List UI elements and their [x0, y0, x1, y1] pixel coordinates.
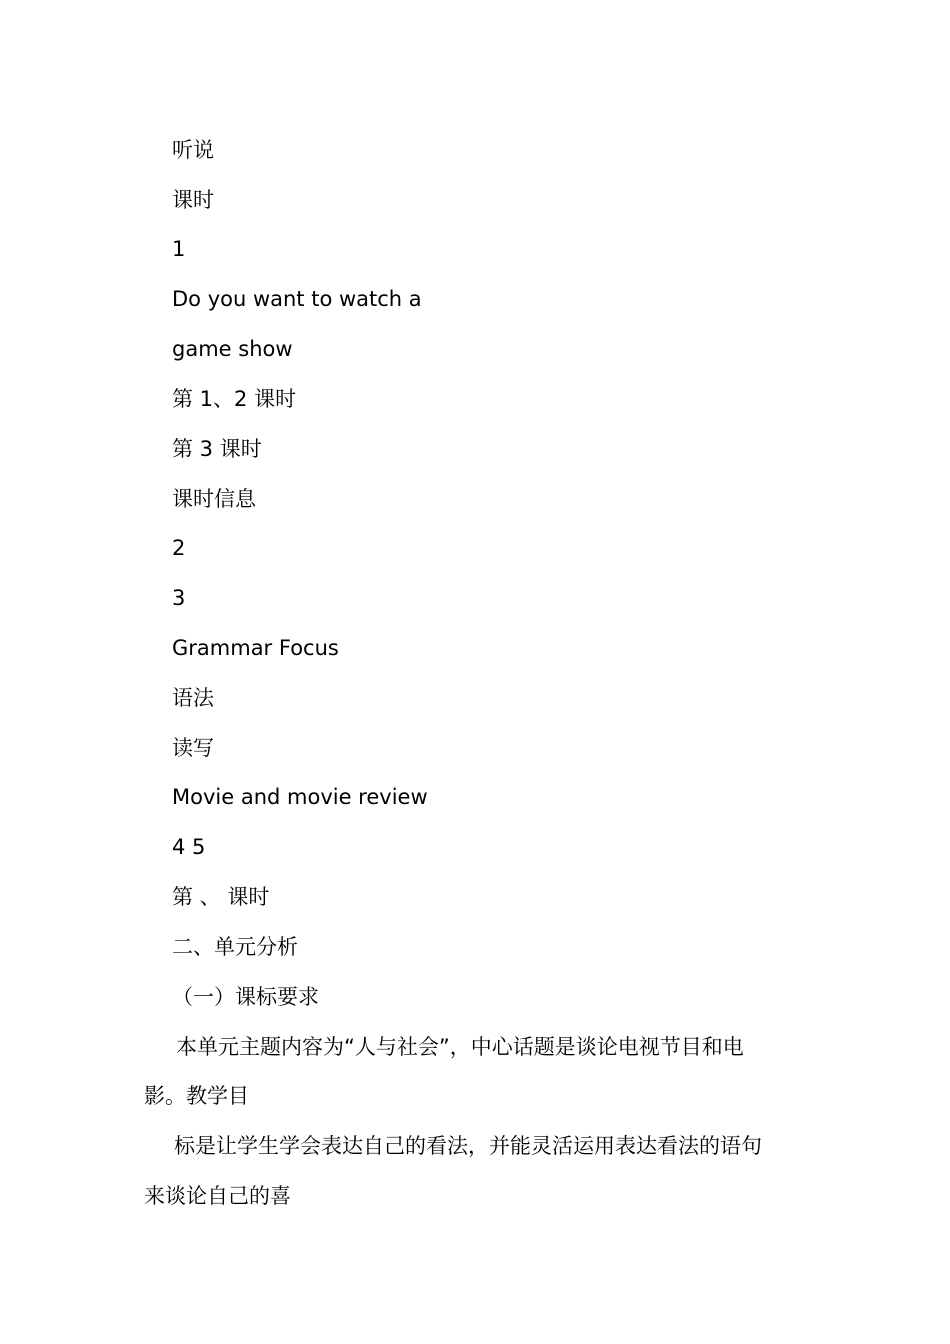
- text-line: 第 3 课时: [172, 437, 262, 461]
- text-line: 听说: [172, 138, 214, 162]
- text-line: 第 1、2 课时: [172, 387, 297, 411]
- text-line: 课时: [172, 188, 214, 212]
- text-line: 语法: [172, 686, 214, 710]
- text-line: 2: [172, 536, 186, 560]
- paragraph-line: 本单元主题内容为“人与社会”，中心话题是谈论电视节目和电: [176, 1035, 744, 1059]
- text-line: game show: [172, 337, 293, 361]
- text-line: 读写: [172, 736, 214, 760]
- text-line: 3: [172, 586, 186, 610]
- text-line: Do you want to watch a: [172, 287, 422, 311]
- text-line: 1: [172, 237, 186, 261]
- paragraph-line: 来谈论自己的喜: [144, 1184, 291, 1208]
- text-line: Movie and movie review: [172, 785, 428, 809]
- text-line: 课时信息: [172, 487, 256, 511]
- text-line: 4 5: [172, 835, 206, 859]
- text-line: Grammar Focus: [172, 636, 339, 660]
- subsection-heading: （一）课标要求: [172, 985, 319, 1009]
- section-heading: 二、单元分析: [172, 935, 298, 959]
- paragraph-line: 影。教学目: [144, 1084, 249, 1108]
- text-line: 第 、 课时: [172, 885, 270, 909]
- paragraph-line: 标是让学生学会表达自己的看法，并能灵活运用表达看法的语句: [174, 1134, 762, 1158]
